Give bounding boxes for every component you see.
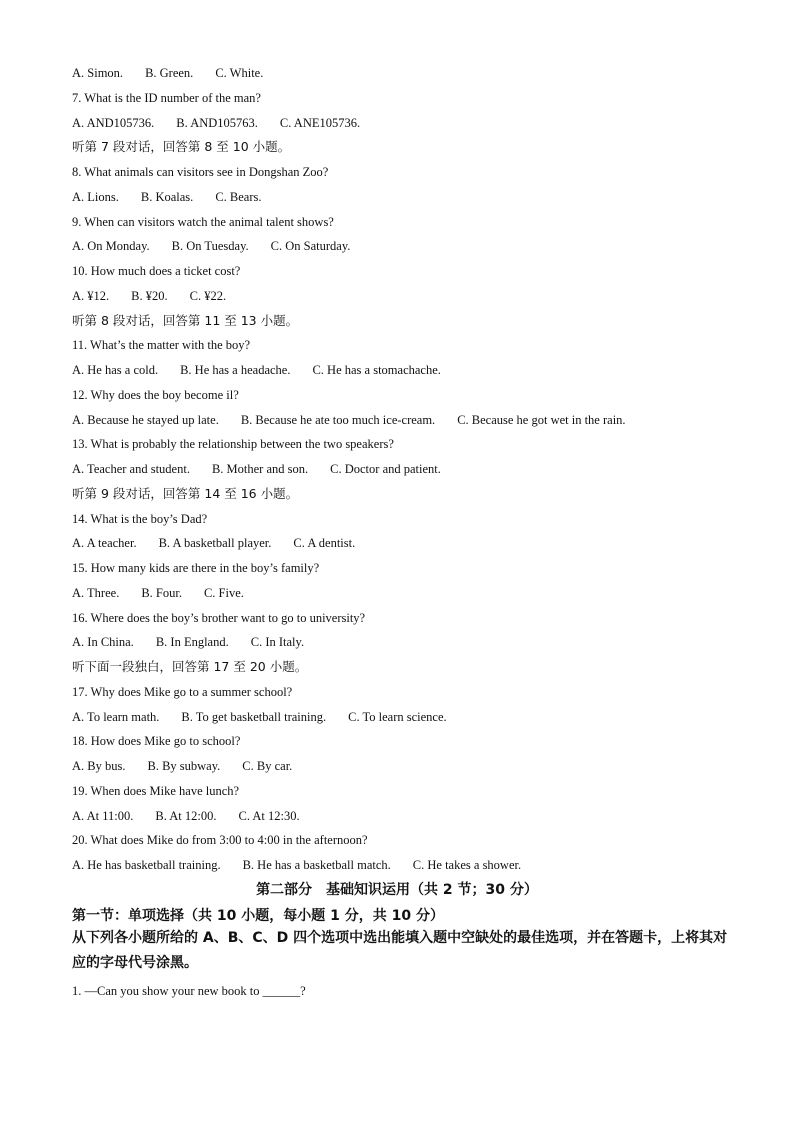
options-row	[72, 288, 226, 304]
options-row	[72, 709, 447, 725]
option-a: A. A teacher.	[72, 536, 137, 551]
question-text: 14. What is the boy’s Dad?	[72, 511, 208, 526]
option-b: B. Because he ate too much ice-cream.	[240, 412, 436, 427]
option-c: C. Five.	[203, 585, 244, 600]
option-c: C. White.	[215, 66, 264, 80]
option-b: B. Four.	[141, 585, 182, 600]
option-c: C. Doctor and patient.	[330, 462, 441, 476]
option-c: C. He has a stomachache.	[312, 363, 441, 377]
option-a: A. Because he stayed up late.	[72, 412, 219, 427]
option-a: A. In China.	[72, 635, 134, 650]
option-c: C. In Italy.	[250, 635, 305, 650]
question-text: 8. What animals can visitors see in Dongshan Zoo?	[72, 165, 329, 179]
option-c: C. On Saturday.	[270, 239, 351, 254]
option-a: A. Three.	[72, 585, 120, 600]
option-c: C. He takes a shower.	[412, 858, 522, 872]
option-b: B. Koalas.	[140, 189, 194, 204]
question-text: 17. Why does Mike go to a summer school?	[72, 684, 293, 699]
option-b: B. To get basketball training.	[181, 709, 327, 724]
question-text: 9. When can visitors watch the animal talent shows?	[72, 214, 334, 229]
option-b: B. Green.	[145, 66, 194, 80]
option-a: A. He has a cold.	[72, 363, 159, 377]
section-instruction: 听第 8 段对话，回答第 11 至 13 小题。	[72, 312, 299, 328]
question-text: 20. What does Mike do from 3:00 to 4:00 in the afternoon?	[72, 833, 368, 848]
option-b: B. ¥20.	[131, 288, 168, 303]
option-a: A. On Monday.	[72, 239, 150, 254]
option-b: B. At 12:00.	[155, 808, 217, 823]
question-text: 16. Where does the boy’s brother want to go to university?	[72, 610, 366, 625]
option-b: B. On Tuesday.	[171, 239, 249, 254]
question-1: 1. —Can you show your new book to ______?	[72, 984, 306, 998]
option-c: C. Bears.	[215, 189, 262, 204]
question-text: 11. What’s the matter with the boy?	[72, 338, 251, 353]
options-row	[72, 65, 263, 81]
option-c: C. ANE105736.	[279, 115, 361, 130]
question-text: 10. How much does a ticket cost?	[72, 264, 241, 278]
options-row	[72, 115, 360, 131]
options-row	[72, 808, 300, 824]
section-instruction: 听第 9 段对话，回答第 14 至 16 小题。	[72, 485, 299, 501]
section-instruction: 听第 7 段对话，回答第 8 至 10 小题。	[72, 139, 291, 155]
section-instruction: 听下面一段独白，回答第 17 至 20 小题。	[72, 659, 308, 674]
question-text: 18. How does Mike go to school?	[72, 734, 241, 749]
option-c: C. By car.	[242, 759, 293, 773]
options-row	[72, 758, 292, 774]
options-row	[72, 634, 304, 650]
question-text: 7. What is the ID number of the man?	[72, 90, 261, 105]
option-a: A. By bus.	[72, 759, 126, 773]
option-a: A. Teacher and student.	[72, 462, 190, 476]
option-a: A. Simon.	[72, 66, 124, 80]
option-b: B. By subway.	[147, 759, 221, 773]
options-row	[72, 412, 626, 428]
options-row	[72, 461, 441, 477]
option-a: A. AND105736.	[72, 115, 155, 130]
question-text: 12. Why does the boy become il?	[72, 387, 239, 402]
instruction-paragraph: 从下列各小题所给的 A、B、C、D 四个选项中选出能填入题中空缺处的最佳选项，并在答题卡，上将其对应的字母代号涂黑。	[72, 930, 728, 971]
question-text: 15. How many kids are there in the boy’s family?	[72, 561, 320, 575]
option-a: A. At 11:00.	[72, 808, 134, 823]
option-a: A. Lions.	[72, 189, 119, 204]
option-b: B. A basketball player.	[158, 536, 272, 551]
option-a: A. To learn math.	[72, 709, 160, 724]
option-c: C. To learn science.	[348, 709, 447, 724]
options-row	[72, 535, 355, 551]
options-row	[72, 362, 441, 378]
options-row	[72, 189, 262, 205]
option-a: A. ¥12.	[72, 288, 110, 303]
option-b: B. Mother and son.	[211, 462, 309, 476]
section-title: 第一节：单项选择（共 10 小题，每小题 1 分，共 10 分）	[72, 908, 444, 924]
option-b: B. In England.	[155, 635, 229, 650]
option-a: A. He has basketball training.	[72, 858, 221, 872]
option-b: B. He has a basketball match.	[242, 858, 391, 872]
part-title: 第二部分 基础知识运用（共 2 节；30 分）	[256, 882, 538, 898]
question-text: 13. What is probably the relationship between the two speakers?	[72, 437, 394, 452]
option-c: C. A dentist.	[293, 536, 356, 551]
option-b: B. AND105763.	[176, 115, 258, 130]
option-c: C. At 12:30.	[238, 808, 300, 823]
options-row	[72, 585, 244, 601]
question-text: 19. When does Mike have lunch?	[72, 783, 240, 798]
option-c: C. ¥22.	[189, 288, 227, 303]
option-b: B. He has a headache.	[180, 363, 291, 377]
options-row	[72, 857, 521, 873]
option-c: C. Because he got wet in the rain.	[457, 412, 626, 427]
options-row	[72, 238, 350, 254]
